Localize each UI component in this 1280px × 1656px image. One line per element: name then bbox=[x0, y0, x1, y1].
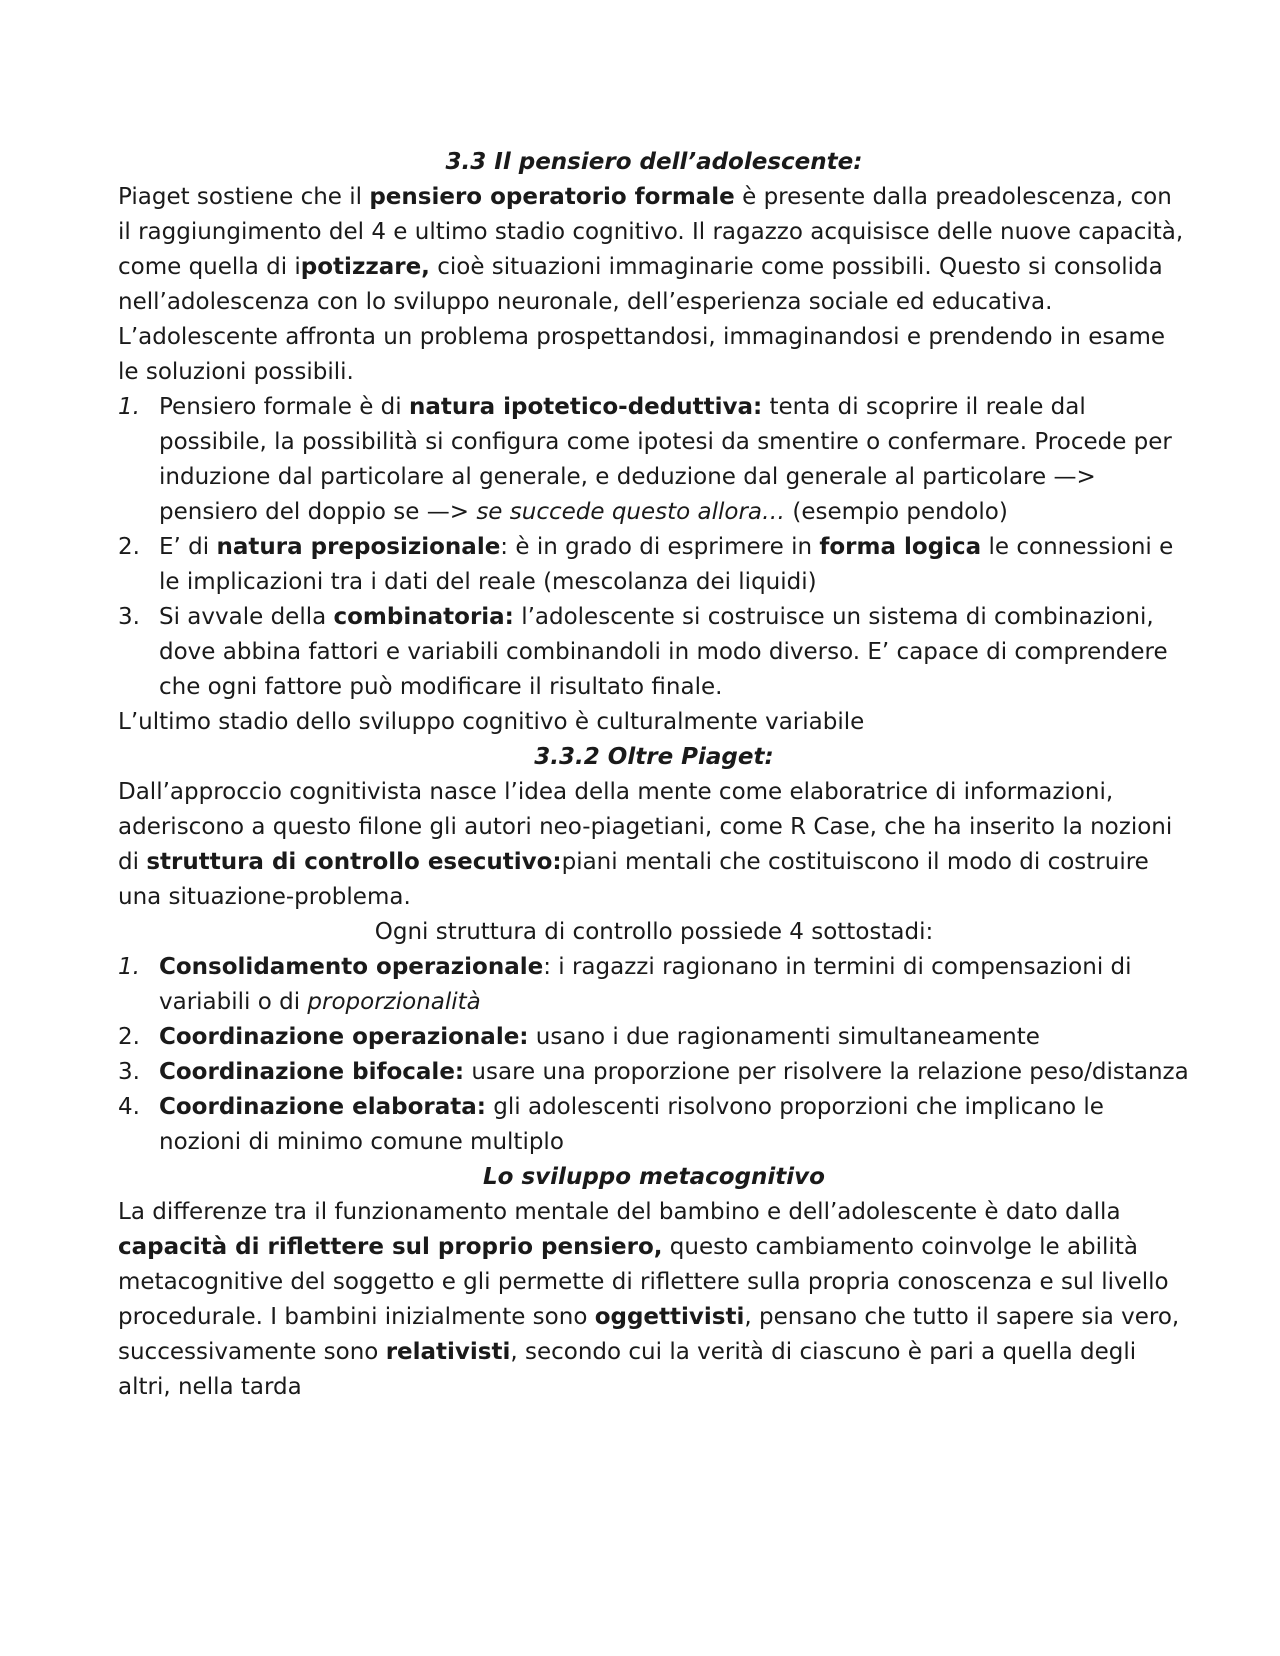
bold-term: potizzare, bbox=[300, 254, 430, 280]
list-item bbox=[118, 1020, 1190, 1055]
bold-term: forma logica bbox=[819, 534, 982, 560]
text-run: gli adolescenti risolvono proporzioni che implicano le nozioni di minimo comune multiplo bbox=[159, 1094, 1104, 1155]
section-heading-pensiero-adolescente: 3.3 Il pensiero dell’adolescente: bbox=[445, 149, 863, 175]
bold-term: pensiero operatorio formale bbox=[369, 184, 735, 210]
text-run: La differenze tra il funzionamento mentale del bambino e dell’adolescente è dato dalla bbox=[118, 1199, 1121, 1225]
list-item bbox=[118, 600, 1190, 705]
bold-term: Coordinazione elaborata: bbox=[159, 1094, 486, 1120]
text-run: : i ragazzi ragionano in termini di compensazioni di variabili o di bbox=[159, 954, 1132, 1015]
list-number: 3. bbox=[118, 1059, 140, 1085]
bold-term: Consolidamento operazionale bbox=[159, 954, 544, 980]
document-page bbox=[118, 145, 1190, 1405]
text-run: , secondo cui la verità di ciascuno è pari a quella degli altri, nella tarda bbox=[118, 1339, 1137, 1400]
text-run: Dall’approccio cognitivista nasce l’idea della mente come elaboratrice di informazioni, aderiscono a questo filone gli autori neo-piagetiani, come R Case, che ha inserito la nozioni di bbox=[118, 779, 1173, 875]
bold-term: combinatoria: bbox=[333, 604, 514, 630]
bold-term: relativisti bbox=[385, 1339, 511, 1365]
italic-text: se succede questo allora… bbox=[476, 499, 786, 525]
list-item bbox=[118, 530, 1190, 600]
bold-term: capacità di riflettere sul proprio pensiero, bbox=[118, 1234, 663, 1260]
text-run: Si avvale della bbox=[159, 604, 334, 630]
paragraph-closing: L’ultimo stadio dello sviluppo cognitivo è culturalmente variabile bbox=[118, 709, 865, 735]
list-item-text bbox=[159, 1055, 1190, 1090]
text-run: usare una proporzione per risolvere la relazione peso/distanza bbox=[464, 1059, 1189, 1085]
list-item-text bbox=[159, 1090, 1190, 1160]
text-run: Piaget sostiene che il bbox=[118, 184, 370, 210]
bold-term: Coordinazione bifocale: bbox=[159, 1059, 465, 1085]
section-heading-metacognitivo: Lo sviluppo metacognitivo bbox=[483, 1164, 825, 1190]
paragraph-sottostadi-intro: Ogni struttura di controllo possiede 4 sottostadi: bbox=[374, 919, 934, 945]
text-run: Pensiero formale è di bbox=[159, 394, 409, 420]
bold-term: struttura di controllo esecutivo: bbox=[146, 849, 562, 875]
list-number: 3. bbox=[118, 604, 140, 630]
bold-term: natura ipotetico-deduttiva: bbox=[408, 394, 763, 420]
list-number: 2. bbox=[118, 534, 140, 560]
text-run: piani mentali che costituiscono il modo di costruire una situazione-problema. bbox=[118, 849, 1149, 910]
text-run: le connessioni e le implicazioni tra i dati del reale (mescolanza dei liquidi) bbox=[159, 534, 1174, 595]
list-item bbox=[118, 390, 1190, 530]
list-item-text bbox=[159, 950, 1190, 1020]
text-run: E’ di bbox=[159, 534, 217, 560]
text-run: l’adolescente si costruisce un sistema di combinazioni, dove abbina fattori e variabili combinandoli in modo diverso. E’ capace di comprendere che ogni fattore può modificare il risultato finale. bbox=[159, 604, 1168, 700]
text-run: (esempio pendolo) bbox=[785, 499, 1008, 525]
list-number: 4. bbox=[118, 1094, 140, 1120]
list-item-text bbox=[159, 530, 1190, 600]
text-run: usano i due ragionamenti simultaneamente bbox=[528, 1024, 1040, 1050]
list-item bbox=[118, 1055, 1190, 1090]
list-item-text bbox=[159, 600, 1190, 705]
text-run: cioè situazioni immaginarie come possibili. Questo si consolida nell’adolescenza con lo sviluppo neuronale, dell’esperienza sociale ed educativa. bbox=[118, 254, 1163, 315]
bold-term: oggettivisti bbox=[594, 1304, 745, 1330]
paragraph-metacognitivo bbox=[118, 1195, 1190, 1405]
text-run: tenta di scoprire il reale dal possibile, la possibilità si configura come ipotesi da smentire o confermare. Procede per induzione dal particolare al generale, e deduzione dal generale al particolare —> pensiero del doppio se —> bbox=[159, 394, 1172, 525]
list-item bbox=[118, 1090, 1190, 1160]
section-heading-oltre-piaget: 3.3.2 Oltre Piaget: bbox=[534, 744, 774, 770]
paragraph-adolescente-problema: L’adolescente affronta un problema prospettandosi, immaginandosi e prendendo in esame le soluzioni possibili. bbox=[118, 324, 1165, 385]
bold-term: Coordinazione operazionale: bbox=[159, 1024, 529, 1050]
text-run: : è in grado di esprimere in bbox=[500, 534, 820, 560]
list-item-text bbox=[159, 1020, 1190, 1055]
paragraph-cognitivista bbox=[118, 775, 1190, 915]
paragraph-piaget bbox=[118, 180, 1190, 320]
italic-text: proporzionalità bbox=[307, 989, 481, 1015]
list-number: 1. bbox=[118, 394, 140, 420]
list-number: 1. bbox=[118, 954, 140, 980]
list-item-text bbox=[159, 390, 1190, 530]
text-run: , pensano che tutto il sapere sia vero, successivamente sono bbox=[118, 1304, 1180, 1365]
text-run: è presente dalla preadolescenza, con il raggiungimento del 4 e ultimo stadio cognitivo. Il ragazzo acquisisce delle nuove capacità, come quella di i bbox=[118, 184, 1184, 280]
text-run: questo cambiamento coinvolge le abilità metacognitive del soggetto e gli permette di riflettere sulla propria conoscenza e sul livello procedurale. I bambini inizialmente sono bbox=[118, 1234, 1169, 1330]
list-item bbox=[118, 950, 1190, 1020]
list-number: 2. bbox=[118, 1024, 140, 1050]
bold-term: natura preposizionale bbox=[216, 534, 501, 560]
